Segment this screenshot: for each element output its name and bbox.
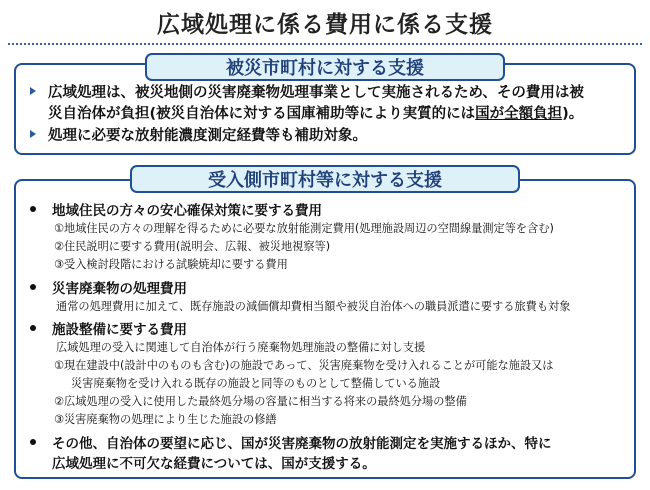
item3-sub2: ②広域処理の受入に使用した最終処分場の容量に相当する将来の最終処分場の整備 — [54, 395, 467, 408]
item1-heading: 地域住民の方々の安心確保対策に要する費用 — [52, 203, 322, 219]
item1-sub3: ③受入検討段階における試験焼却に要する費用 — [54, 258, 288, 271]
section1-bullet2: 処理に必要な放射能濃度測定経費等も補助対象。 — [48, 128, 367, 144]
bullet-dot-icon — [30, 439, 36, 445]
title-divider — [8, 43, 642, 45]
bullet-dot-icon — [30, 206, 36, 212]
item3-heading: 施設整備に要する費用 — [52, 322, 187, 338]
section1-bullet1-text2a: 災自治体が負担(被災自治体に対する国庫補助等により実質的には — [48, 106, 476, 122]
item3-intro: 広域処理の受入に関連して自治体が行う廃棄物処理施設の整備に対し支援 — [56, 341, 426, 354]
bullet-triangle-icon — [30, 130, 36, 138]
item4-line1: その他、自治体の要望に応じ、国が災害廃棄物の放射能測定を実施するほか、特に — [52, 436, 552, 452]
page-title: 広域処理に係る費用に係る支援 — [157, 12, 493, 38]
section1-bullet1-line2 — [48, 102, 583, 123]
item2-text: 通常の処理費用に加えて、既存施設の減価償却費相当額や被災自治体への職員派遣に要する旅費も対象 — [56, 300, 571, 313]
item3-sub1a: ①現在建設中(設計中のものも含む)の施設であって、災害廃棄物を受け入れることが可能な施設又は — [54, 359, 554, 372]
item2-heading: 災害廃棄物の処理費用 — [52, 281, 187, 297]
section1-bullet1-text2b: )。 — [562, 106, 584, 122]
item1-sub1: ①地域住民の方々の理解を得るために必要な放射能測定費用(処理施設周辺の空間線量測定等を含む) — [54, 222, 554, 235]
item3-sub3: ③災害廃棄物の処理により生じた施設の修繕 — [54, 413, 277, 426]
bullet-dot-icon — [30, 284, 36, 290]
item3-sub1b: 災害廃棄物を受け入れる既存の施設と同等のものとして整備している施設 — [71, 377, 441, 390]
item4-line2: 広域処理に不可欠な経費については、国が支援する。 — [52, 456, 376, 472]
section-municipalities-header: 被災市町村に対する支援 — [145, 53, 505, 81]
item1-sub2: ②住民説明に要する費用(説明会、広報、被災地視察等) — [54, 240, 331, 253]
bullet-dot-icon — [30, 325, 36, 331]
section-receiving-panel — [14, 179, 636, 479]
bullet-triangle-icon — [30, 87, 36, 95]
section1-bullet1-emphasis: 国が全額負担 — [475, 106, 563, 122]
section1-bullet1-line1 — [48, 81, 584, 102]
section1-bullet1-text1: 広域処理は、被災地側の災害廃棄物処理事業として実施されるため、その費用は被 — [48, 85, 584, 101]
section-receiving-header: 受入側市町村等に対する支援 — [130, 165, 520, 193]
